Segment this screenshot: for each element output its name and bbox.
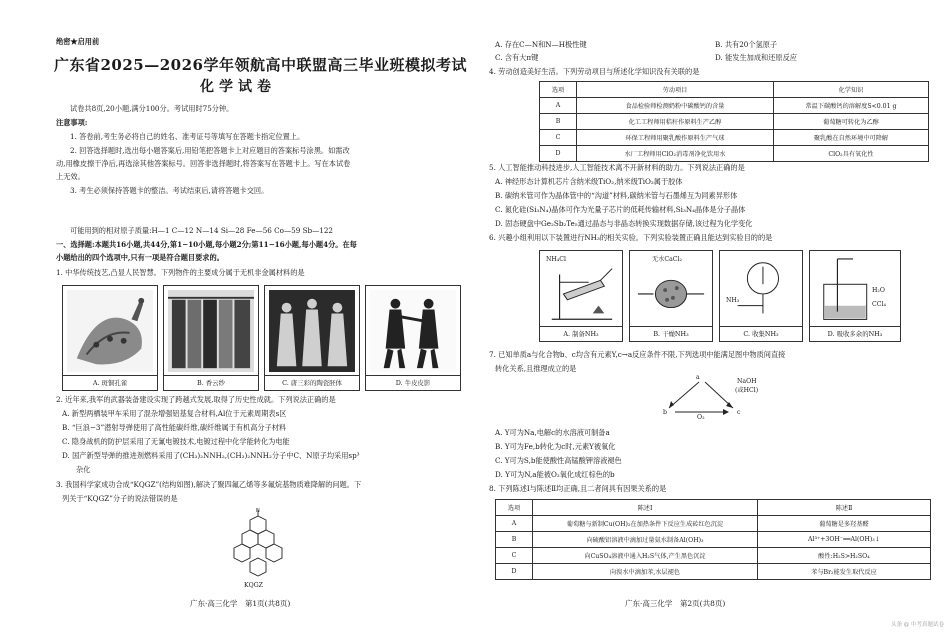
table-cell: 常温下碳酸钙的溶解度S<0.01 g bbox=[774, 98, 929, 114]
table-cell: 向溴水中滴加苯,水层褪色 bbox=[533, 564, 758, 580]
q3-option-b: B. 共有20个氢原子 bbox=[715, 40, 778, 49]
table-cell: B bbox=[540, 114, 577, 130]
table-header: 化学知识 bbox=[774, 82, 929, 98]
notice-line: 动,用橡皮擦干净后,再选涂其他答案标号。回答非选择题时,将答案写在答题卡上。写在本试卷 bbox=[56, 159, 351, 168]
q4-table bbox=[539, 81, 929, 162]
table-cell: A bbox=[496, 516, 533, 532]
table-row bbox=[496, 564, 931, 580]
table-header-row bbox=[496, 500, 931, 516]
table-cell: 葡萄糖是多羟基醛 bbox=[758, 516, 931, 532]
q3-option-a: A. 存在C—N和N—H极性键 bbox=[495, 40, 587, 49]
q1-caption-c: C. 唐三彩的陶瓷胚体 bbox=[265, 375, 359, 390]
q3-option-d: D. 能发生加成和还原反应 bbox=[715, 53, 797, 62]
q6-stem: 6. 兴趣小组利用以下装置进行NH₃的相关实验。下列实验装置正确且能达到实验目的的是 bbox=[489, 233, 773, 242]
table-cell: D bbox=[540, 146, 577, 162]
table-cell: 葡萄糖与新制Cu(OH)₂在加热条件下反应生成砖红色沉淀 bbox=[533, 516, 758, 532]
nh4cl-label: NH₄Cl bbox=[546, 256, 567, 263]
table-row bbox=[540, 146, 929, 162]
q6-caption-a: A. 制备NH₃ bbox=[540, 326, 622, 341]
q1-option-d-image bbox=[365, 285, 461, 391]
q5-stem: 5. 人工智能推动科技进步,人工智能技术离不开新材料的助力。下列说法正确的是 bbox=[489, 163, 745, 172]
q2-option-b: B. “巨浪−3”潜射导弹使用了高性能碳纤维,碳纤维属于有机高分子材料 bbox=[62, 423, 287, 432]
table-header: 陈述Ⅰ bbox=[533, 500, 758, 516]
table-cell: 环保工程师用聚乳酸作原料生产气球 bbox=[577, 130, 774, 146]
table-cell: 向CuSO₄溶液中通入H₂S气体,产生黑色沉淀 bbox=[533, 548, 758, 564]
table-row bbox=[496, 548, 931, 564]
footer-right: 广东·高三化学 第2页(共8页) bbox=[625, 599, 726, 608]
table-header: 选项 bbox=[540, 82, 577, 98]
table-cell: C bbox=[496, 548, 533, 564]
q1-caption-a: A. 斑铜孔雀 bbox=[63, 375, 157, 390]
kqgz-structure-diagram bbox=[220, 508, 296, 580]
table-cell: C bbox=[540, 130, 577, 146]
table-cell: 化工工程师用秸秆作原料生产乙醇 bbox=[577, 114, 774, 130]
q2-option-d: D. 国产新型导弹的推进剂燃料采用了(CH₃)₂NNH₂,(CH₃)₂NNH₂分子中C、N原子均采用sp³ bbox=[62, 451, 360, 460]
table-cell: 聚乳酸在自然环境中可降解 bbox=[774, 130, 929, 146]
q1-caption-d: D. 牛皮皮影 bbox=[366, 375, 460, 390]
footer-left: 广东·高三化学 第1页(共8页) bbox=[190, 599, 291, 608]
q4-stem: 4. 劳动创造美好生活。下列劳动项目与所述化学知识没有关联的是 bbox=[489, 67, 700, 76]
silk-clothes-illustration bbox=[168, 290, 254, 372]
sancai-figurines-illustration bbox=[269, 290, 355, 372]
table-cell: Al³⁺+3OH⁻══Al(OH)₃↓ bbox=[758, 532, 931, 548]
q6-option-a-image bbox=[539, 250, 623, 342]
q1-option-b-image bbox=[163, 285, 259, 391]
atomic-masses: 可能用到的相对原子质量:H—1 C—12 N—14 Si—28 Fe—56 Co—59 Sb—122 bbox=[70, 226, 334, 235]
notice-line: 1. 答卷前,考生务必将自己的姓名、准考证号等填写在答题卡指定位置上。 bbox=[70, 132, 305, 141]
kqgz-label: KQGZ bbox=[244, 582, 263, 589]
table-cell: 苯与Br₂能发生取代反应 bbox=[758, 564, 931, 580]
q8-table bbox=[495, 499, 931, 580]
table-row bbox=[540, 114, 929, 130]
table-cell: ClO₂具有氧化性 bbox=[774, 146, 929, 162]
q5-option-c: C. 氮化硅(Si₃N₄)晶体可作为光量子芯片的低耗传输材料,Si₃N₄晶体是分子晶体 bbox=[495, 205, 746, 214]
q1-option-c-image bbox=[264, 285, 360, 391]
q5-option-b: B. 碳纳米管可作为晶体管中的“沟道”材料,碳纳米管与石墨烯互为同素异形体 bbox=[495, 191, 738, 200]
watermark: 头条 @ 中考真题试卷 bbox=[891, 622, 944, 628]
nh3-dry-apparatus bbox=[634, 255, 708, 323]
table-header: 劳动项目 bbox=[577, 82, 774, 98]
table-cell: B bbox=[496, 532, 533, 548]
ccl4-label: CCl₄ bbox=[872, 301, 886, 308]
nh3-label: NH₃ bbox=[726, 297, 740, 304]
shadow-puppet-illustration bbox=[370, 290, 456, 372]
q3-stem-cont: 列关于“KQGZ”分子的说法错误的是 bbox=[62, 494, 178, 503]
table-header: 选项 bbox=[496, 500, 533, 516]
q6-option-b-image bbox=[629, 250, 713, 342]
q2-option-c: C. 隐身战机的防护层采用了无氰电镀技术,电镀过程中化学能转化为电能 bbox=[62, 437, 290, 446]
table-cell: 水厂工程师用ClO₂消毒剂净化饮用水 bbox=[577, 146, 774, 162]
q1-option-a-image bbox=[62, 285, 158, 391]
intro-text: 试卷共8页,20小题,满分100分。考试用时75分钟。 bbox=[70, 104, 234, 113]
table-row bbox=[540, 98, 929, 114]
notice-line: 上无效。 bbox=[56, 172, 85, 181]
q7-node-c: c bbox=[737, 409, 741, 416]
table-cell: A bbox=[540, 98, 577, 114]
q7-node-a: a bbox=[696, 374, 700, 381]
section-heading: 小题给出的四个选项中,只有一项是符合题目要求的。 bbox=[56, 253, 224, 262]
q3-stem: 3. 我国科学家成功合成“KQGZ”(结构如图),解决了聚四氟乙烯等多氟烷基物质难降解的问题。下 bbox=[56, 480, 362, 489]
q5-option-a: A. 神经形态计算机芯片含纳米级TiO₂,纳米级TiO₂属于胶体 bbox=[495, 177, 683, 186]
q1-stem: 1. 中华传统技艺,凸显人民智慧。下列物件的主要成分属于无机非金属材料的是 bbox=[56, 268, 305, 277]
q7-stem: 7. 已知单质a与化合物b、c均含有元素Y,c→a反应条件不限,下列选项中能满足图中物质间直接 bbox=[489, 350, 786, 359]
q2-stem: 2. 近年来,我军的武器装备建设实现了跨越式发展,取得了历史性成就。下列说法正确的是 bbox=[56, 395, 336, 404]
exam-subtitle: 化学试卷 bbox=[200, 79, 276, 95]
q2-option-a: A. 新型两栖装甲车采用了混杂增强铝基复合材料,Al位于元素周期表s区 bbox=[62, 409, 287, 418]
h2o-label: H₂O bbox=[872, 287, 885, 294]
secret-label: 绝密★启用前 bbox=[56, 37, 100, 46]
q7-label-hcl: (或HCl) bbox=[735, 387, 759, 394]
exam-title: 广东省2025—2026学年领航高中联盟高三毕业班模拟考试 bbox=[54, 56, 467, 74]
q7-node-b: b bbox=[663, 409, 667, 416]
notice-line: 3. 考生必须保持答题卡的整洁。考试结束后,请将答题卡交回。 bbox=[70, 186, 269, 195]
table-cell: 向硫酸铝溶液中滴加过量氨水制备Al(OH)₃ bbox=[533, 532, 758, 548]
table-row bbox=[540, 130, 929, 146]
q7-option-b: B. Y可为Fe,b转化为c时,元素Y被氧化 bbox=[495, 442, 616, 451]
cacl2-label: 无水CaCl₂ bbox=[652, 256, 682, 263]
notice-heading: 注意事项: bbox=[56, 118, 88, 127]
table-cell: 葡萄糖可转化为乙醇 bbox=[774, 114, 929, 130]
table-row bbox=[496, 532, 931, 548]
table-cell: 食品检验师检测奶粉中碳酸钙的含量 bbox=[577, 98, 774, 114]
q8-stem: 8. 下列陈述Ⅰ与陈述Ⅱ均正确,且二者间具有因果关系的是 bbox=[489, 484, 667, 493]
q2-option-d-cont: 杂化 bbox=[76, 465, 91, 474]
q1-caption-b: B. 香云纱 bbox=[164, 375, 258, 390]
q7-stem-cont: 转化关系,且推理成立的是 bbox=[495, 364, 577, 373]
section-heading: 一、选择题:本题共16小题,共44分,第1−10小题,每小题2分;第11−16小题,每小题4分。在每 bbox=[56, 240, 357, 249]
q7-option-c: C. Y可为S,b能使酸性高锰酸钾溶液褪色 bbox=[495, 456, 622, 465]
nh3-collect-apparatus bbox=[724, 255, 798, 323]
peacock-illustration bbox=[67, 290, 153, 372]
q6-option-d-image bbox=[809, 250, 901, 342]
q7-label-o2: O₂ bbox=[697, 414, 705, 421]
notice-line: 2. 回答选择题时,选出每小题答案后,用铅笔把答题卡上对应题目的答案标号涂黑。如需改 bbox=[70, 146, 350, 155]
q6-caption-c: C. 收集NH₃ bbox=[720, 326, 802, 341]
q7-option-d: D. Y可为N,a能被O₂氧化成红棕色的b bbox=[495, 470, 615, 479]
q7-option-a: A. Y可为Na,电解c的水溶液可制备a bbox=[495, 428, 610, 437]
q6-caption-b: B. 干燥NH₃ bbox=[630, 326, 712, 341]
q3-option-c: C. 含有大π键 bbox=[495, 53, 539, 62]
table-header: 陈述Ⅱ bbox=[758, 500, 931, 516]
q6-option-c-image bbox=[719, 250, 803, 342]
q6-caption-d: D. 吸收多余的NH₃ bbox=[810, 326, 900, 341]
table-row bbox=[496, 516, 931, 532]
table-header-row bbox=[540, 82, 929, 98]
right-page bbox=[475, 0, 950, 632]
table-cell: 酸性:H₂S>H₂SO₄ bbox=[758, 548, 931, 564]
svg-text:N: N bbox=[256, 508, 260, 514]
nh3-prep-apparatus bbox=[544, 255, 618, 323]
table-cell: D bbox=[496, 564, 533, 580]
q5-option-d: D. 固态硬盘中Ge₂Sb₂Te₅通过晶态与非晶态转换实现数据存储,该过程为化学变化 bbox=[495, 219, 753, 228]
q7-label-naoh: NaOH bbox=[737, 378, 757, 385]
